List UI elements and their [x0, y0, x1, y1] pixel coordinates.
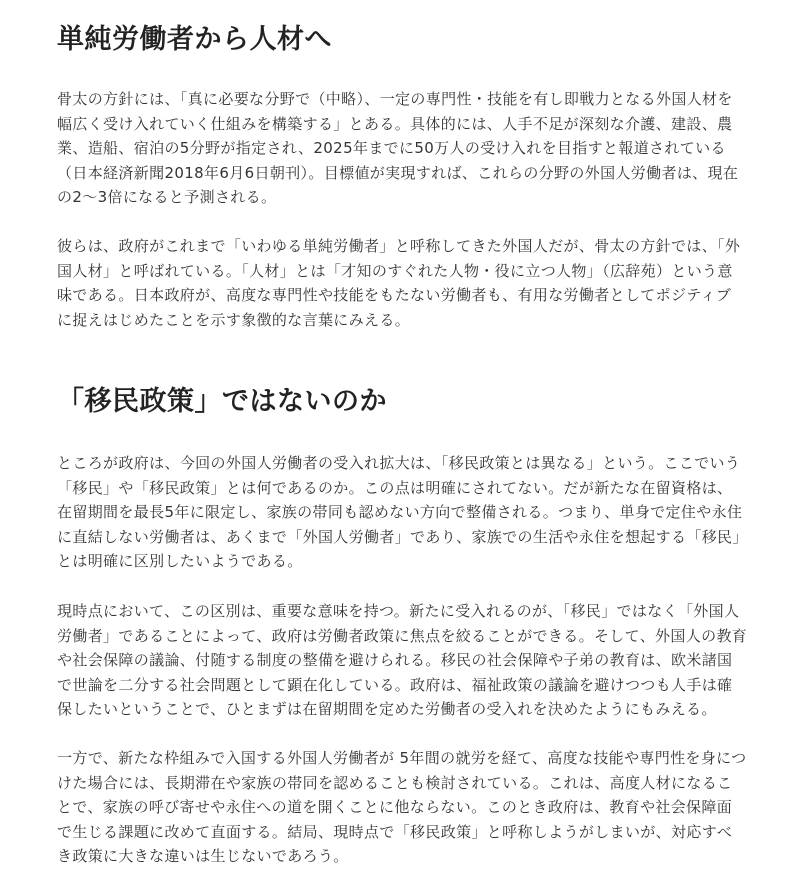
- paragraph-line: ところが政府は、今回の外国人労働者の受入れ拡大は、「移民政策とは異なる」という。ここでいう: [57, 454, 741, 472]
- paragraph: [57, 746, 747, 869]
- paragraph-line: 「移民」や「移民政策」とは何であるのか。この点は明確にされてない。だが新たな在留資格は、: [57, 478, 733, 497]
- paragraph: [57, 451, 747, 574]
- paragraph-line: の2〜3倍になると予測される。: [57, 188, 277, 207]
- paragraph-line: 幅広く受け入れていく仕組みを構築する」とある。具体的には、人手不足が深刻な介護、建設、農: [57, 114, 733, 133]
- paragraph: [57, 234, 747, 332]
- section-heading-unskilled-to-talent: 単純労働者から人材へ: [57, 24, 332, 55]
- paragraph-line: 一方で、新たな枠組みで入国する外国人労働者が 5年間の就労を経て、高度な技能や専門性を身につ: [57, 749, 747, 767]
- section-heading-immigration-policy: 「移民政策」ではないのか: [57, 386, 387, 417]
- paragraph: [57, 599, 747, 722]
- paragraph-line: けた場合には、長期滞在や家族の帯同を認めることも検討されている。これは、高度人材になるこ: [57, 773, 733, 792]
- paragraph-line: 在留期間を最長5年に限定し、家族の帯同も認めない方向で整備される。つまり、単身で定住や永住: [57, 503, 743, 522]
- paragraph-line: に捉えはじめたことを示す象徴的な言葉にみえる。: [57, 310, 411, 329]
- paragraph-line: や社会保障の議論、付随する制度の整備を避けられる。移民の社会保障や子弟の教育は、欧米諸国: [57, 651, 733, 670]
- paragraph-line: 労働者」であることによって、政府は労働者政策に焦点を絞ることができる。そして、外国人の教育: [57, 626, 748, 645]
- paragraph-line: 味である。日本政府が、高度な専門性や技能をもたない労働者も、有用な労働者としてポジティブ: [57, 286, 732, 305]
- paragraph-line: き政策に大きな違いは生じないであろう。: [57, 847, 349, 866]
- paragraph-line: で世論を二分する社会問題として顕在化している。政府は、福祉政策の議論を避けつつも人手は確: [57, 675, 733, 694]
- paragraph-line: 業、造船、宿泊の5分野が指定され、2025年までに50万人の受け入れを目指すと報道されている: [57, 139, 726, 158]
- paragraph-line: 彼らは、政府がこれまで「いわゆる単純労働者」と呼称してきた外国人だが、骨太の方針では、「外: [57, 237, 741, 255]
- paragraph-line: 骨太の方針には、「真に必要な分野で（中略）、一定の専門性・技能を有し即戦力となる外国人材を: [57, 90, 733, 108]
- paragraph-line: 保したいということで、ひとまずは在留期間を定めた労働者の受入れを決めたようにもみえる。: [57, 700, 717, 719]
- paragraph-line: （日本経済新聞2018年6月6日朝刊）。目標値が実現すれば、これらの分野の外国人労働者は、現在: [57, 163, 739, 182]
- paragraph-line: 現時点において、この区別は、重要な意味を持つ。新たに受入れるのが、「移民」ではなく「外国人: [57, 602, 740, 620]
- paragraph: [57, 87, 747, 210]
- paragraph-line: 国人材」と呼ばれている。「人材」とは「才知のすぐれた人物・役に立つ人物」（広辞苑）という意: [57, 261, 733, 280]
- paragraph-line: とで、家族の呼び寄せや永住への道を開くことに他ならない。このとき政府は、教育や社会保障面: [57, 798, 733, 817]
- paragraph-line: とは明確に区別したいようである。: [57, 552, 303, 571]
- paragraph-line: で生じる課題に改めて直面する。結局、現時点で「移民政策」と呼称しようがしまいが、対応すべ: [57, 822, 733, 841]
- paragraph-line: に直結しない労働者は、あくまで「外国人労働者」であり、家族での生活や永住を想起する「移民」: [57, 527, 748, 546]
